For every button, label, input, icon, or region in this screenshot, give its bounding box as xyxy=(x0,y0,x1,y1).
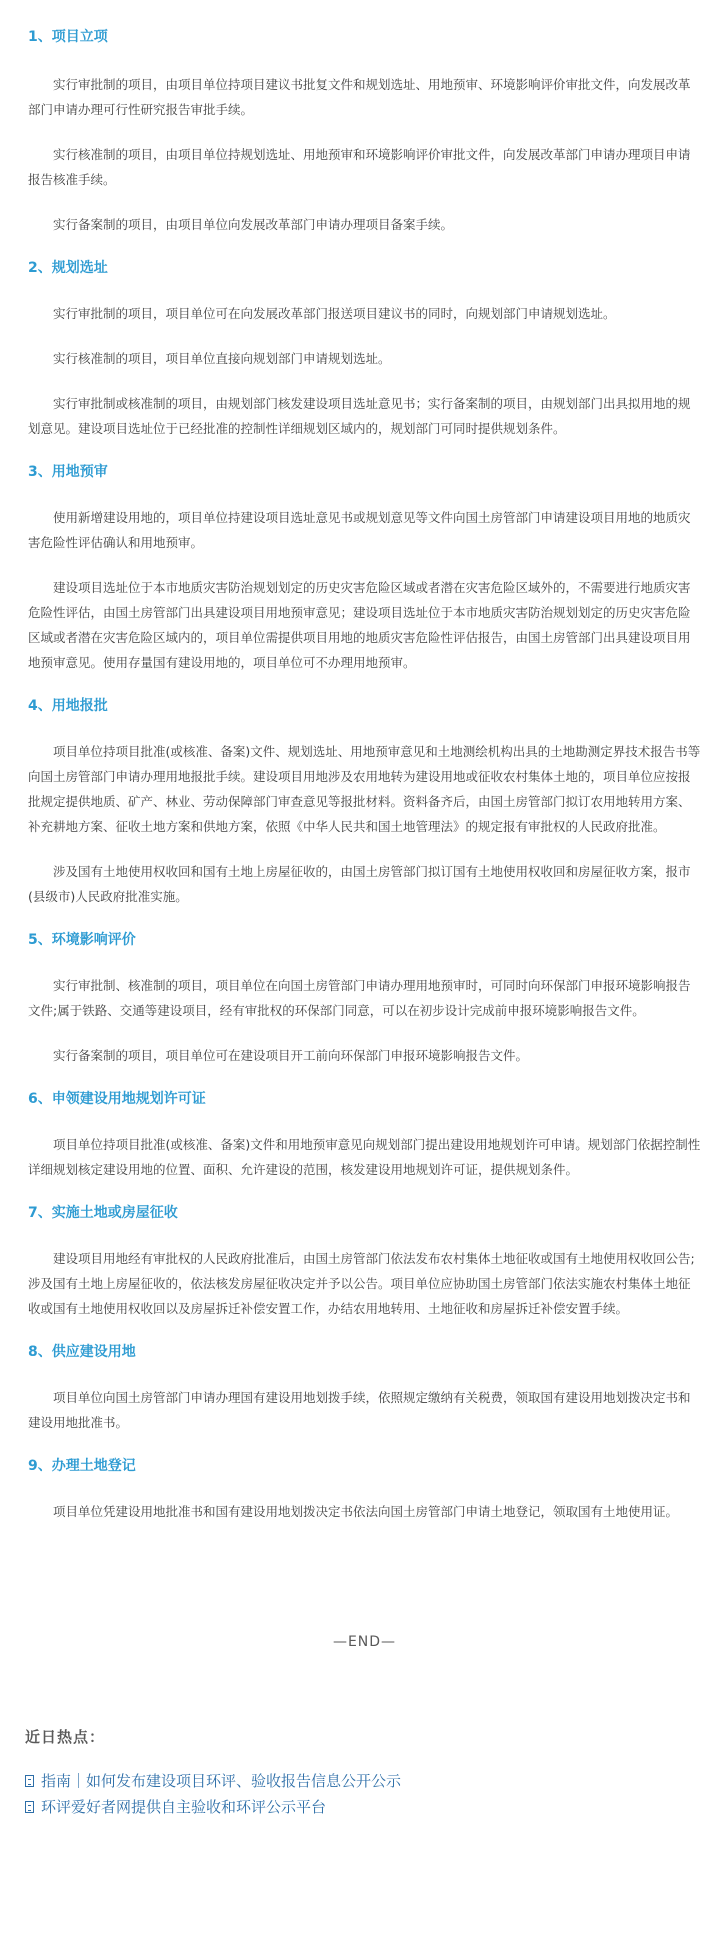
section-heading-8: 8、供应建设用地 xyxy=(28,1344,136,1360)
recent-link-2[interactable] xyxy=(25,1796,721,1818)
section-2-paragraph-2: 实行核准制的项目，项目单位直接向规划部门申请规划选址。 xyxy=(53,351,391,366)
section-3-paragraph-2: 建设项目选址位于本市地质灾害防治规划划定的历史灾害危险区域或者潜在灾害危险区域外的，不需要进行地质灾害危险性评估，由国土房管部门出具建设项目用地预审意见；建设项目选址位于本市地质灾害防治规划划定的历史灾害危险区域或者潜在灾害危险区域内的，项目单位需提供项目用地的地质灾害危险性评估报告，由国土房管部门出具建设项目用地预审意见。使用存量国有建设用地的，项目单位可不办理用地预审。 xyxy=(28,580,691,670)
section-1-paragraph-1: 实行审批制的项目，由项目单位持项目建议书批复文件和规划选址、用地预审、环境影响评价审批文件，向发展改革部门申请办理可行性研究报告审批手续。 xyxy=(28,77,691,117)
article-page xyxy=(0,26,721,1948)
document-icon xyxy=(25,1801,34,1813)
section-4-paragraph-2: 涉及国有土地使用权收回和国有土地上房屋征收的，由国土房管部门拟订国有土地使用权收回和房屋征收方案，报市(县级市)人民政府批准实施。 xyxy=(28,864,691,904)
section-heading-7: 7、实施土地或房屋征收 xyxy=(28,1205,178,1221)
section-7-paragraph-1: 建设项目用地经有审批权的人民政府批准后，由国土房管部门依法发布农村集体土地征收或国有土地使用权收回公告;涉及国有土地上房屋征收的，依法核发房屋征收决定并予以公告。项目单位应协助国土房管部门依法实施农村集体土地征收或国有土地使用权收回以及房屋拆迁补偿安置工作，办结农用地转用、土地征收和房屋拆迁补偿安置手续。 xyxy=(28,1251,695,1316)
recent-link-2-label: 环评爱好者网提供自主验收和环评公示平台 xyxy=(41,1798,327,1816)
recent-hot-topics xyxy=(0,1726,721,1818)
section-8-paragraph-1: 项目单位向国土房管部门申请办理国有建设用地划拨手续，依照规定缴纳有关税费，领取国有建设用地划拨决定书和建设用地批准书。 xyxy=(28,1390,691,1430)
section-heading-3: 3、用地预审 xyxy=(28,464,108,480)
section-heading-6: 6、申领建设用地规划许可证 xyxy=(28,1091,206,1107)
section-2-paragraph-3: 实行审批制或核准制的项目，由规划部门核发建设项目选址意见书；实行备案制的项目，由规划部门出具拟用地的规划意见。建设项目选址位于已经批准的控制性详细规划区域内的，规划部门可同时提供规划条件。 xyxy=(28,396,691,436)
section-4-paragraph-1: 项目单位持项目批准(或核准、备案)文件、规划选址、用地预审意见和土地测绘机构出具的土地勘测定界技术报告书等向国土房管部门申请办理用地报批手续。建设项目用地涉及农用地转为建设用地或征收农村集体土地的，项目单位应按报批规定提供地质、矿产、林业、劳动保障部门审查意见等报批材料。资料备齐后，由国土房管部门拟订农用地转用方案、补充耕地方案、征收土地方案和供地方案，依照《中华人民共和国土地管理法》的规定报有审批权的人民政府批准。 xyxy=(28,744,701,834)
document-icon xyxy=(25,1775,34,1787)
section-3-paragraph-1: 使用新增建设用地的，项目单位持建设项目选址意见书或规划意见等文件向国土房管部门申请建设项目用地的地质灾害危险性评估确认和用地预审。 xyxy=(28,510,691,550)
section-heading-9: 9、办理土地登记 xyxy=(28,1458,136,1474)
section-9-paragraph-1: 项目单位凭建设用地批准书和国有建设用地划拨决定书依法向国土房管部门申请土地登记，领取国有土地使用证。 xyxy=(53,1504,679,1519)
section-heading-4: 4、用地报批 xyxy=(28,698,108,714)
section-heading-2: 2、规划选址 xyxy=(28,260,108,276)
recent-link-1[interactable] xyxy=(25,1770,721,1792)
section-1-paragraph-2: 实行核准制的项目，由项目单位持规划选址、用地预审和环境影响评价审批文件，向发展改革部门申请办理项目申请报告核准手续。 xyxy=(28,147,691,187)
section-2-paragraph-1: 实行审批制的项目，项目单位可在向发展改革部门报送项目建议书的同时，向规划部门申请规划选址。 xyxy=(53,306,616,321)
end-marker: —END— xyxy=(332,1634,397,1650)
section-5-paragraph-2: 实行备案制的项目，项目单位可在建设项目开工前向环保部门申报环境影响报告文件。 xyxy=(53,1048,529,1063)
section-heading-1: 1、项目立项 xyxy=(28,29,108,45)
recent-hot-topics-title: 近日热点： xyxy=(25,1728,106,1746)
recent-link-1-label: 指南｜如何发布建设项目环评、验收报告信息公开公示 xyxy=(41,1772,402,1790)
article-body xyxy=(0,26,721,1652)
section-5-paragraph-1: 实行审批制、核准制的项目，项目单位在向国土房管部门申请办理用地预审时，可同时向环保部门申报环境影响报告文件;属于铁路、交通等建设项目，经有审批权的环保部门同意，可以在初步设计完成前申报环境影响报告文件。 xyxy=(28,978,691,1018)
section-6-paragraph-1: 项目单位持项目批准(或核准、备案)文件和用地预审意见向规划部门提出建设用地规划许可申请。规划部门依据控制性详细规划核定建设用地的位置、面积、允许建设的范围，核发建设用地规划许可证，提供规划条件。 xyxy=(28,1137,701,1177)
section-1-paragraph-3: 实行备案制的项目，由项目单位向发展改革部门申请办理项目备案手续。 xyxy=(53,217,454,232)
section-heading-5: 5、环境影响评价 xyxy=(28,932,136,948)
